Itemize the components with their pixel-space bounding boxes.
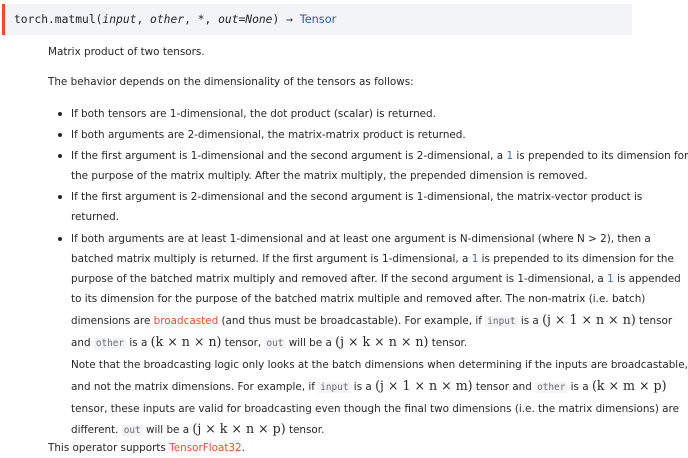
bullet-2d-1d-cont: returned. bbox=[71, 211, 120, 223]
bullet-nd-line4: to its dimension for the purpose of the batched matrix multiple and removed after. The non-matrix (i.e. batch) bbox=[71, 293, 646, 305]
note-line3: tensor, these inputs are valid for broadcasting even though the final two dimensions (i.e. the matrix dimensions) are bbox=[71, 403, 679, 415]
text: different. bbox=[71, 424, 122, 436]
text: is a bbox=[350, 381, 376, 393]
text: will be a bbox=[285, 337, 336, 349]
function-name: torch.matmul( bbox=[14, 13, 103, 26]
out-code: out bbox=[123, 425, 141, 436]
param-input: input bbox=[102, 13, 137, 26]
math-shape: (k × n × n) bbox=[150, 334, 222, 349]
text: is prepended to its dimension for bbox=[513, 150, 688, 162]
text: batched matrix multiply is returned. If the first argument is 1-dimensional, a bbox=[71, 253, 472, 265]
bullet-2d-1d: If the first argument is 2-dimensional and the second argument is 1-dimensional, the matrix-vector product is bbox=[71, 191, 643, 203]
math-shape: (j × 1 × n × n) bbox=[542, 312, 636, 327]
function-signature bbox=[2, 4, 632, 35]
note-line1: Note that the broadcasting logic only looks at the batch dimensions when determining if the inputs are broadcastable, bbox=[71, 359, 688, 371]
bullet-nd-line1: If both arguments are at least 1-dimensional and at least one argument is N-dimensional (where N > 2), then a bbox=[71, 233, 651, 245]
text: is prepended to its dimension for the bbox=[478, 253, 674, 265]
math-shape: (k × m × p) bbox=[591, 378, 667, 393]
math-shape: (j × 1 × n × m) bbox=[375, 378, 473, 393]
out-code: out bbox=[266, 338, 284, 349]
text: purpose of the batched matrix multiply and removed after. If the second argument is 1-dimensional, a bbox=[71, 273, 608, 285]
text: is a bbox=[517, 315, 543, 327]
text: tensor. bbox=[428, 337, 468, 349]
highlight-one: 1 bbox=[471, 253, 479, 265]
bullet-dot bbox=[58, 195, 62, 199]
math-shape: (j × k × n × n) bbox=[335, 334, 429, 349]
arrow-icon: → bbox=[279, 13, 300, 26]
bullet-dot bbox=[58, 133, 62, 137]
other-code: other bbox=[95, 338, 125, 349]
sig-close: ) bbox=[272, 13, 280, 26]
note-line2 bbox=[71, 379, 667, 395]
text: tensor, bbox=[221, 337, 265, 349]
other-code: other bbox=[537, 382, 566, 393]
return-type-link[interactable]: Tensor bbox=[299, 13, 337, 26]
bullet-nd-line5 bbox=[71, 313, 672, 329]
param-out: out=None bbox=[218, 13, 273, 26]
text: If the first argument is 1-dimensional and the second argument is 2-dimensional, a bbox=[71, 150, 507, 162]
text: . bbox=[241, 442, 245, 454]
text: is a bbox=[567, 381, 592, 393]
text: is appended bbox=[613, 273, 681, 285]
tf32-note bbox=[48, 441, 245, 455]
math-shape: (j × k × n × p) bbox=[192, 421, 286, 436]
text: tensor bbox=[635, 315, 673, 327]
bullet-dot bbox=[58, 237, 62, 241]
bullet-nd-line3 bbox=[71, 272, 681, 286]
bullet-dot bbox=[58, 112, 62, 116]
bullet-1d-dot-product: If both tensors are 1-dimensional, the dot product (scalar) is returned. bbox=[71, 108, 436, 120]
tensorfloat32-link[interactable]: TensorFloat32 bbox=[169, 442, 242, 454]
text: This operator supports bbox=[48, 442, 170, 454]
bullet-nd-line2 bbox=[71, 252, 674, 266]
text: tensor. bbox=[285, 424, 325, 436]
sig-sep: , *, bbox=[184, 13, 219, 26]
highlight-one: 1 bbox=[607, 273, 614, 285]
bullet-nd-line6 bbox=[71, 335, 467, 351]
bullet-2d-matrix-product: If both arguments are 2-dimensional, the matrix-matrix product is returned. bbox=[71, 129, 466, 141]
text: (and thus must be broadcastable). For example, if bbox=[218, 315, 486, 327]
text: and bbox=[71, 337, 94, 349]
text: is a bbox=[126, 337, 151, 349]
highlight-one: 1 bbox=[506, 150, 514, 162]
broadcasted-link[interactable]: broadcasted bbox=[153, 315, 219, 327]
behavior-text: The behavior depends on the dimensionality of the tensors as follows: bbox=[48, 76, 414, 88]
bullet-dot bbox=[58, 154, 62, 158]
param-other: other bbox=[150, 13, 185, 26]
text: tensor and bbox=[472, 381, 536, 393]
bullet-1d-2d-cont: the purpose of the matrix multiply. After the matrix multiply, the prepended dimension is removed. bbox=[71, 170, 588, 182]
text: and not the matrix dimensions. For example, if bbox=[71, 381, 319, 393]
note-line4 bbox=[71, 422, 324, 438]
bullet-1d-2d bbox=[71, 149, 688, 163]
input-code: input bbox=[320, 382, 349, 393]
input-code: input bbox=[487, 316, 516, 327]
intro-text: Matrix product of two tensors. bbox=[48, 46, 205, 58]
sig-sep: , bbox=[136, 13, 151, 26]
text: will be a bbox=[142, 424, 193, 436]
text: dimensions are bbox=[71, 315, 154, 327]
